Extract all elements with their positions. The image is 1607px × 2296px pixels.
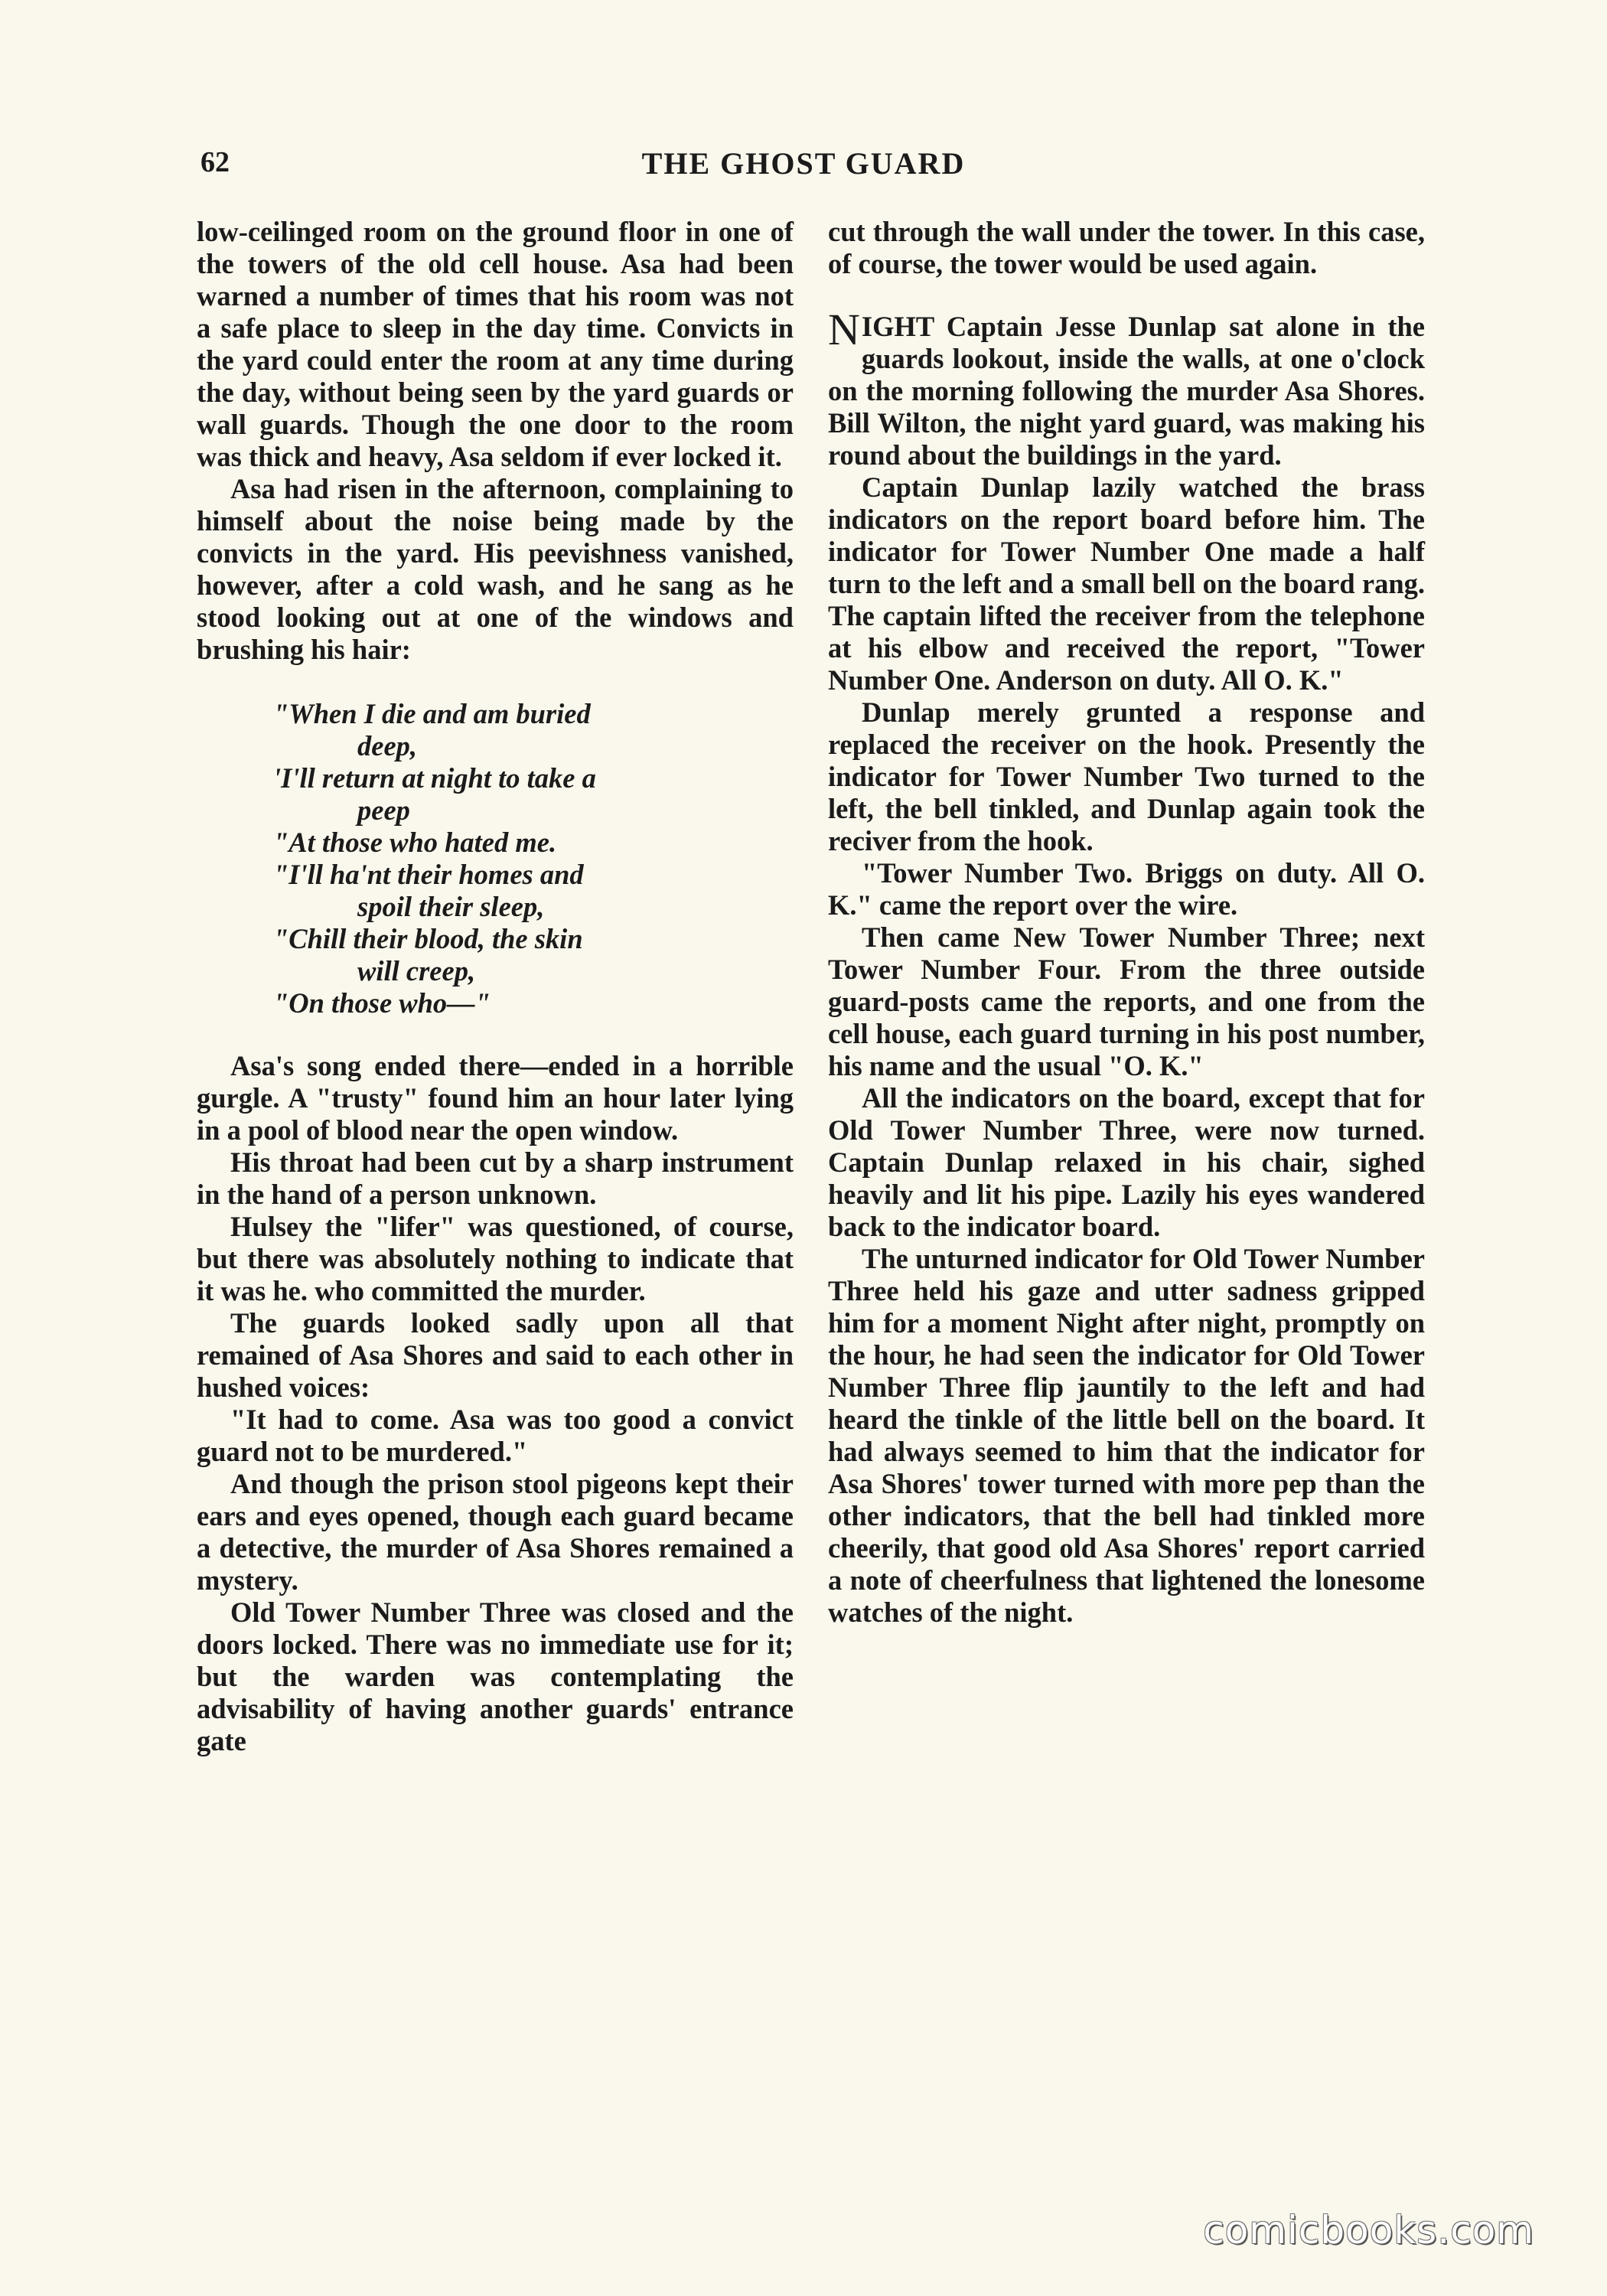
paragraph: The unturned indicator for Old Tower Number Three held his gaze and utter sadness gripped him for a moment Night after night, promptly on the hour, he had seen the indicator for Old Tower Number Three flip jauntily to the left and had heard the tinkle of the little bell on the board. It had always seemed to him that the indicator for Asa Shores' tower turned with more pep than the other indicators, that the bell had tinkled more cheerily, that good old Asa Shores' report carried a note of cheerfulness that lightened the lonesome watches of the night. (828, 1243, 1425, 1628)
section-opening-paragraph (828, 305, 1425, 471)
paragraph: And though the prison stool pigeons kept their ears and eyes opened, though each guard became a detective, the murder of Asa Shores remained a mystery. (197, 1468, 794, 1596)
paragraph: "Tower Number Two. Briggs on duty. All O. K." came the report over the wire. (828, 857, 1425, 921)
verse-line (273, 859, 794, 923)
paragraph: All the indicators on the board, except that for Old Tower Number Three, were now turned. Captain Dunlap relaxed in his chair, sighed heavily and lit his pipe. Lazily his eyes wandered back to the indicator board. (828, 1082, 1425, 1242)
verse-line (273, 987, 794, 1019)
paragraph: The guards looked sadly upon all that remained of Asa Shores and said to each other in hushed voices: (197, 1307, 794, 1403)
right-column (828, 216, 1425, 1629)
verse-continuation: will creep, (357, 955, 476, 987)
left-column (197, 216, 794, 1757)
verse-text: "Chill their blood, the skin (273, 923, 583, 954)
verse-text: "When I die and am buried (273, 698, 591, 729)
paragraph: Then came New Tower Number Three; next Tower Number Four. From the three outside guard-posts came the reports, and one from the cell house, each guard turning in his post number, his name and the usual "O. K." (828, 921, 1425, 1081)
paragraph: "It had to come. Asa was too good a convict guard not to be murdered." (197, 1404, 794, 1467)
verse-text: "On those who—" (273, 987, 491, 1019)
paragraph: cut through the wall under the tower. In this case, of course, the tower would be used again. (828, 216, 1425, 279)
paragraph: Captain Dunlap lazily watched the brass indicators on the report board before him. The indicator for Tower Number One made a half turn to the left and a small bell on the board rang. The captain lifted the receiver from the telephone at his elbow and received the report, "Tower Number One. Anderson on duty. All O. K." (828, 471, 1425, 696)
verse-continuation: spoil their sleep, (357, 891, 545, 922)
verse-continuation: peep (357, 794, 410, 826)
watermark-logo: comicbooks.com (1203, 2208, 1534, 2252)
verse-continuation: deep, (357, 730, 418, 762)
paragraph: Hulsey the "lifer" was questioned, of course, but there was absolutely nothing to indicate that it was he. who committed the murder. (197, 1211, 794, 1306)
song-verse (197, 698, 794, 1019)
running-title: THE GHOST GUARD (641, 146, 966, 181)
drop-cap: N (828, 305, 860, 354)
paragraph: Asa's song ended there—ended in a horrible gurgle. A "trusty" found him an hour later lying in a pool of blood near the open window. (197, 1050, 794, 1146)
verse-text: 'I'll return at night to take a (273, 762, 596, 794)
verse-line (273, 762, 794, 827)
paragraph: Dunlap merely grunted a response and replaced the receiver on the hook. Presently the indicator for Tower Number Two turned to the left, the bell tinkled, and Dunlap again took the reciver from the hook. (828, 696, 1425, 856)
page-number: 62 (200, 146, 230, 178)
paragraph: His throat had been cut by a sharp instrument in the hand of a person unknown. (197, 1146, 794, 1210)
paragraph-text: IGHT Captain Jesse Dunlap sat alone in the guards lookout, inside the walls, at one o'clock on the morning following the murder Asa Shores. Bill Wilton, the night yard guard, was making his round about the buildings in the yard. (828, 311, 1425, 471)
verse-line (273, 923, 794, 987)
paragraph: low-ceilinged room on the ground floor in one of the towers of the old cell house. Asa had been warned a number of times that his room was not a safe place to sleep in the day time. Convicts in the yard could enter the room at any time during the day, without being seen by the yard guards or wall guards. Though the one door to the room was thick and heavy, Asa seldom if ever locked it. (197, 216, 794, 472)
verse-line (273, 827, 794, 859)
paragraph: Asa had risen in the afternoon, complaining to himself about the noise being made by the convicts in the yard. His peevishness vanished, however, after a cold wash, and he sang as he stood looking out at one of the windows and brushing his hair: (197, 473, 794, 665)
verse-text: "I'll ha'nt their homes and (273, 859, 584, 890)
paragraph: Old Tower Number Three was closed and the doors locked. There was no immediate use for it; but the warden was contemplating the advisability of having another guards' entrance gate (197, 1596, 794, 1756)
verse-line (273, 698, 794, 762)
verse-text: "At those who hated me. (273, 827, 557, 858)
